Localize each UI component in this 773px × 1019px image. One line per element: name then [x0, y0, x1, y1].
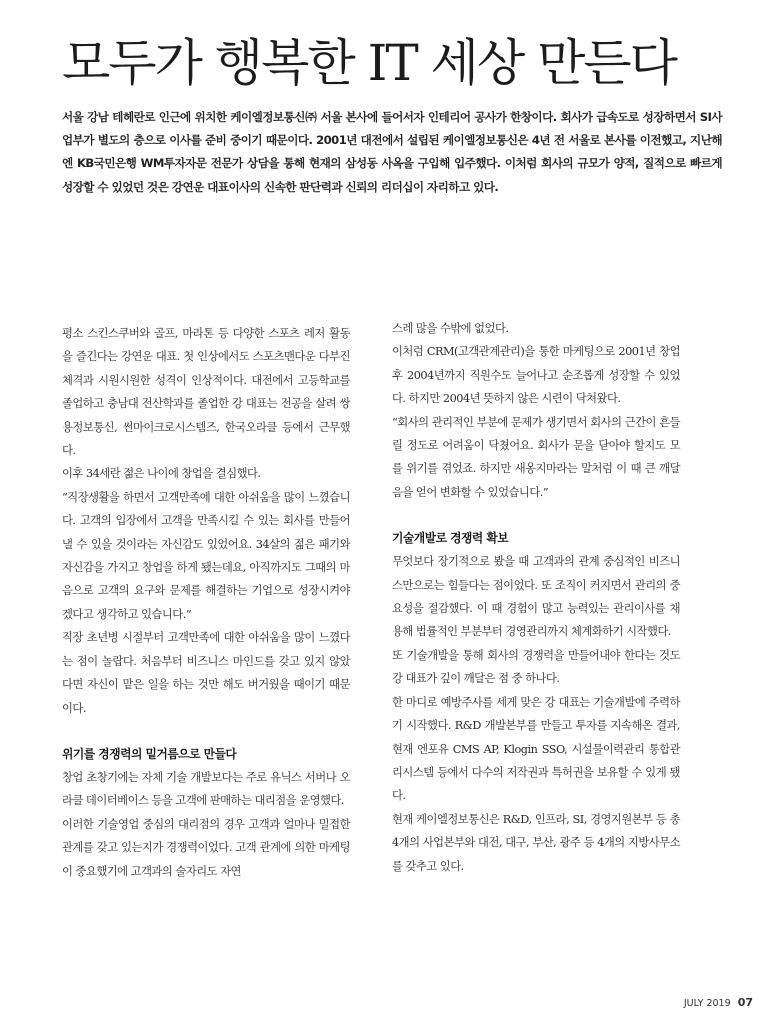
- left-column: [62, 322, 350, 883]
- body-paragraph: “회사의 관리적인 부분에 문제가 생기면서 회사의 근간이 흔들릴 정도로 어려움이 닥쳤어요. 회사가 문을 닫아야 할지도 모를 위기를 겪었죠. 하지만 새옹지마라는 말처럼 이 때 큰 깨달음을 얻어 변화할 수 있었습니다.”: [392, 415, 680, 499]
- body-paragraph: 이러한 기술영업 중심의 대리점의 경우 고객과 얼마나 밀접한 관계를 갖고 있는지가 경쟁력이었다. 고객 관계에 의한 마케팅이 중요했기에 고객과의 술자리도 자연: [62, 817, 350, 878]
- page-footer: [684, 996, 753, 1009]
- page-number: 07: [737, 996, 753, 1009]
- body-paragraph: 현재 케이엘정보통신은 R&D, 인프라, SI, 경영지원본부 등 총 4개의 사업본부와 대전, 대구, 부산, 광주 등 4개의 지방사무소를 갖추고 있다.: [392, 812, 680, 873]
- body-paragraph: 평소 스킨스쿠버와 골프, 마라톤 등 다양한 스포츠 레저 활동을 즐긴다는 강연운 대표. 첫 인상에서도 스포츠맨다운 다부진 체격과 시원시원한 성격이 인상적이다. 대전에서 고등학교를 졸업하고 충남대 전산학과를 졸업한 강 대표는 전공을 살려 쌍용정보통신, 썬마이크로시스템즈, 한국오라클 등에서 근무했다.: [62, 327, 350, 458]
- section-heading: 위기를 경쟁력의 밑거름으로 만들다: [62, 746, 237, 761]
- body-paragraph: 이후 34세란 젊은 나이에 창업을 결심했다.: [62, 467, 261, 481]
- article-title: 모두가 행복한 IT 세상 만든다: [62, 34, 676, 92]
- body-paragraph: 무엇보다 장기적으로 봤을 때 고객과의 관계 중심적인 비즈니스만으로는 힘들다는 점이었다. 또 조직이 커지면서 관리의 중요성을 절감했다. 이 때 경험이 많고 능력있는 관리이사를 채용해 법률적인 부분부터 경영관리까지 체계화하기 시작했다.: [392, 555, 680, 639]
- body-paragraph: 창업 초창기에는 자체 기술 개발보다는 주로 유닉스 서버나 오라클 데이터베이스 등을 고객에 판매하는 대리점을 운영했다.: [62, 770, 350, 808]
- body-paragraph: “직장생활을 하면서 고객만족에 대한 아쉬움을 많이 느꼈습니다. 고객의 입장에서 고객을 만족시킬 수 있는 회사를 만들어낼 수 있을 것이라는 자신감도 있었어요. 34살의 젊은 패기와 자신감을 가지고 창업을 하게 됐는데요, 아직까지도 그때의 마음으로 고객의 요구와 문제를 해결하는 기업으로 성장시켜야겠다고 생각하고 있습니다.”: [62, 490, 350, 621]
- body-paragraph: 또 기술개발을 통해 회사의 경쟁력을 만들어내야 한다는 것도 강 대표가 깊이 깨달은 점 중 하나다.: [392, 648, 680, 686]
- right-column: [392, 317, 680, 878]
- article-lead: 서울 강남 테헤란로 인근에 위치한 케이엘정보통신㈜ 서울 본사에 들어서자 인테리어 공사가 한창이다. 회사가 급속도로 성장하면서 SI사업부가 별도의 층으로 이사를 준비 중이기 때문이다. 2001년 대전에서 설립된 케이엘정보통신은 4년 전 서울로 본사를 이전했고, 지난해엔 KB국민은행 WM투자자문 전문가 상담을 통해 현재의 삼성동 사옥을 구입해 입주했다. 이처럼 회사의 규모가 양적, 질적으로 빠르게 성장할 수 있었던 것은 강연운 대표이사의 신속한 판단력과 신뢰의 리더십이 자리하고 있다.: [62, 110, 722, 194]
- issue-label: JULY 2019: [683, 998, 731, 1009]
- body-paragraph: 한 마디로 예방주사를 세게 맞은 강 대표는 기술개발에 주력하기 시작했다. R&D 개발본부를 만들고 투자를 지속해온 결과, 현재 엔포유 CMS AP, Klogin SSO, 시설물이력관리 통합관리시스템 등에서 다수의 저작권과 특허권을 보유할 수 있게 됐다.: [392, 695, 680, 803]
- body-paragraph: 이처럼 CRM(고객관계관리)을 통한 마케팅으로 2001년 창업 후 2004년까지 직원수도 늘어나고 순조롭게 성장할 수 있었다. 하지만 2004년 뜻하지 않은 시련이 닥쳐왔다.: [392, 345, 680, 406]
- section-heading: 기술개발로 경쟁력 확보: [392, 531, 509, 546]
- body-paragraph: 직장 초년병 시절부터 고객만족에 대한 아쉬움을 많이 느꼈다는 점이 놀랍다. 처음부터 비즈니스 마인드를 갖고 있지 않았다면 자신이 맡은 일을 하는 것만 해도 버거웠을 때이기 때문이다.: [62, 631, 350, 715]
- body-paragraph: 스레 많을 수밖에 없었다.: [392, 322, 509, 335]
